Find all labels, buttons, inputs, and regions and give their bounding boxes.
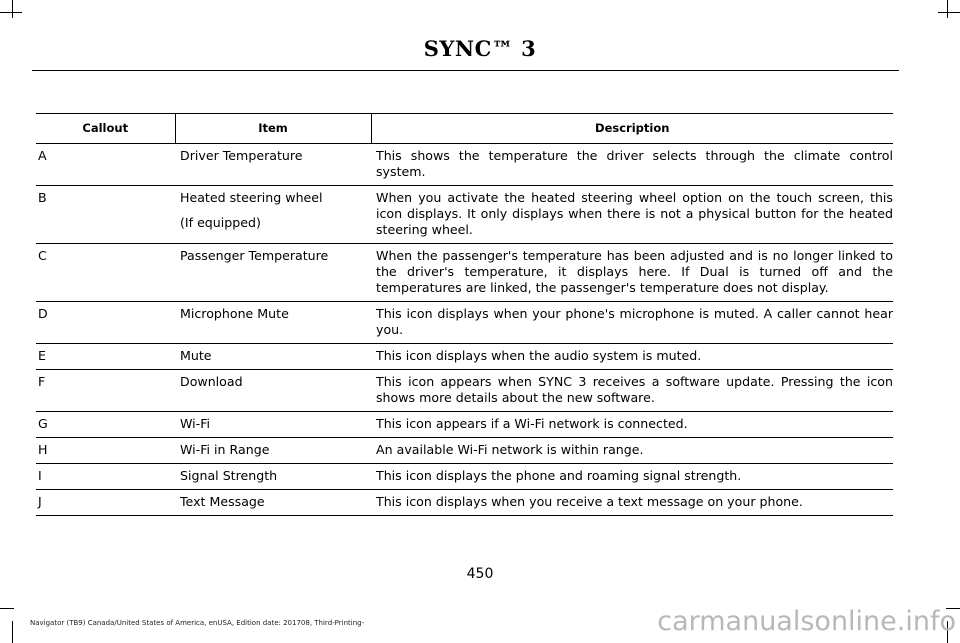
- item-cell: [175, 344, 371, 370]
- table-row: [36, 244, 893, 302]
- column-header-item: Item: [175, 114, 371, 144]
- description-cell: This icon displays the phone and roaming signal strength.: [371, 464, 893, 490]
- table-row: [36, 344, 893, 370]
- column-header-callout: Callout: [36, 114, 175, 144]
- page-number: 450: [466, 566, 494, 582]
- description-cell: An available Wi-Fi network is within range.: [371, 438, 893, 464]
- item-name: Driver Temperature: [180, 148, 303, 163]
- description-cell: This icon displays when you receive a text message on your phone.: [371, 490, 893, 516]
- item-cell: [175, 490, 371, 516]
- table-row: [36, 438, 893, 464]
- item-cell: [175, 144, 371, 186]
- column-header-description: Description: [371, 114, 893, 144]
- callout-cell: F: [36, 370, 175, 412]
- crop-mark: [0, 12, 22, 13]
- item-name: Download: [180, 374, 243, 389]
- crop-mark: [0, 608, 14, 609]
- item-name: Signal Strength: [180, 468, 278, 483]
- crop-mark: [947, 0, 948, 18]
- description-cell: When you activate the heated steering wheel option on the touch screen, this icon displays. It only displays when there is not a physical button for the heated steering wheel.: [371, 186, 893, 244]
- item-note: (If equipped): [180, 215, 261, 230]
- table-row: [36, 464, 893, 490]
- table-row: [36, 412, 893, 438]
- crop-mark: [12, 621, 13, 643]
- edition-footer: Navigator (TB9) Canada/United States of America, enUSA, Edition date: 201708, Third-Printing-: [30, 619, 365, 627]
- item-cell: [175, 370, 371, 412]
- table-row: [36, 490, 893, 516]
- item-name: Wi-Fi in Range: [180, 442, 270, 457]
- callout-cell: H: [36, 438, 175, 464]
- item-name: Text Message: [180, 494, 265, 509]
- item-name: Heated steering wheel: [180, 190, 323, 205]
- callout-cell: C: [36, 244, 175, 302]
- description-cell: When the passenger's temperature has been adjusted and is no longer linked to the driver's temperature, it displays here. If Dual is turned off and the temperatures are linked, the passenger's temperature does not display.: [371, 244, 893, 302]
- description-cell: This icon appears when SYNC 3 receives a software update. Pressing the icon shows more details about the new software.: [371, 370, 893, 412]
- callout-cell: D: [36, 302, 175, 344]
- item-name: Passenger Temperature: [180, 248, 329, 263]
- item-name: Mute: [180, 348, 212, 363]
- callout-cell: A: [36, 144, 175, 186]
- item-name: Microphone Mute: [180, 306, 289, 321]
- table-row: [36, 370, 893, 412]
- title-divider: [32, 70, 899, 71]
- callout-cell: B: [36, 186, 175, 244]
- page-title: SYNC™ 3: [423, 36, 537, 61]
- callout-table: [36, 113, 893, 516]
- item-cell: [175, 244, 371, 302]
- description-cell: This icon displays when your phone's microphone is muted. A caller cannot hear you.: [371, 302, 893, 344]
- callout-cell: G: [36, 412, 175, 438]
- table-header-row: [36, 114, 893, 144]
- table-row: [36, 302, 893, 344]
- table-body: [36, 144, 893, 516]
- item-cell: [175, 412, 371, 438]
- description-cell: This icon displays when the audio system is muted.: [371, 344, 893, 370]
- table-row: [36, 144, 893, 186]
- table-row: [36, 186, 893, 244]
- item-cell: [175, 438, 371, 464]
- callout-cell: I: [36, 464, 175, 490]
- item-cell: [175, 186, 371, 244]
- description-cell: This icon appears if a Wi-Fi network is connected.: [371, 412, 893, 438]
- watermark: carmanualsonline.info: [657, 606, 956, 637]
- item-cell: [175, 464, 371, 490]
- crop-mark: [938, 12, 960, 13]
- callout-cell: J: [36, 490, 175, 516]
- item-name: Wi-Fi: [180, 416, 211, 431]
- crop-mark: [12, 0, 13, 18]
- item-cell: [175, 302, 371, 344]
- callout-cell: E: [36, 344, 175, 370]
- description-cell: This shows the temperature the driver selects through the climate control system.: [371, 144, 893, 186]
